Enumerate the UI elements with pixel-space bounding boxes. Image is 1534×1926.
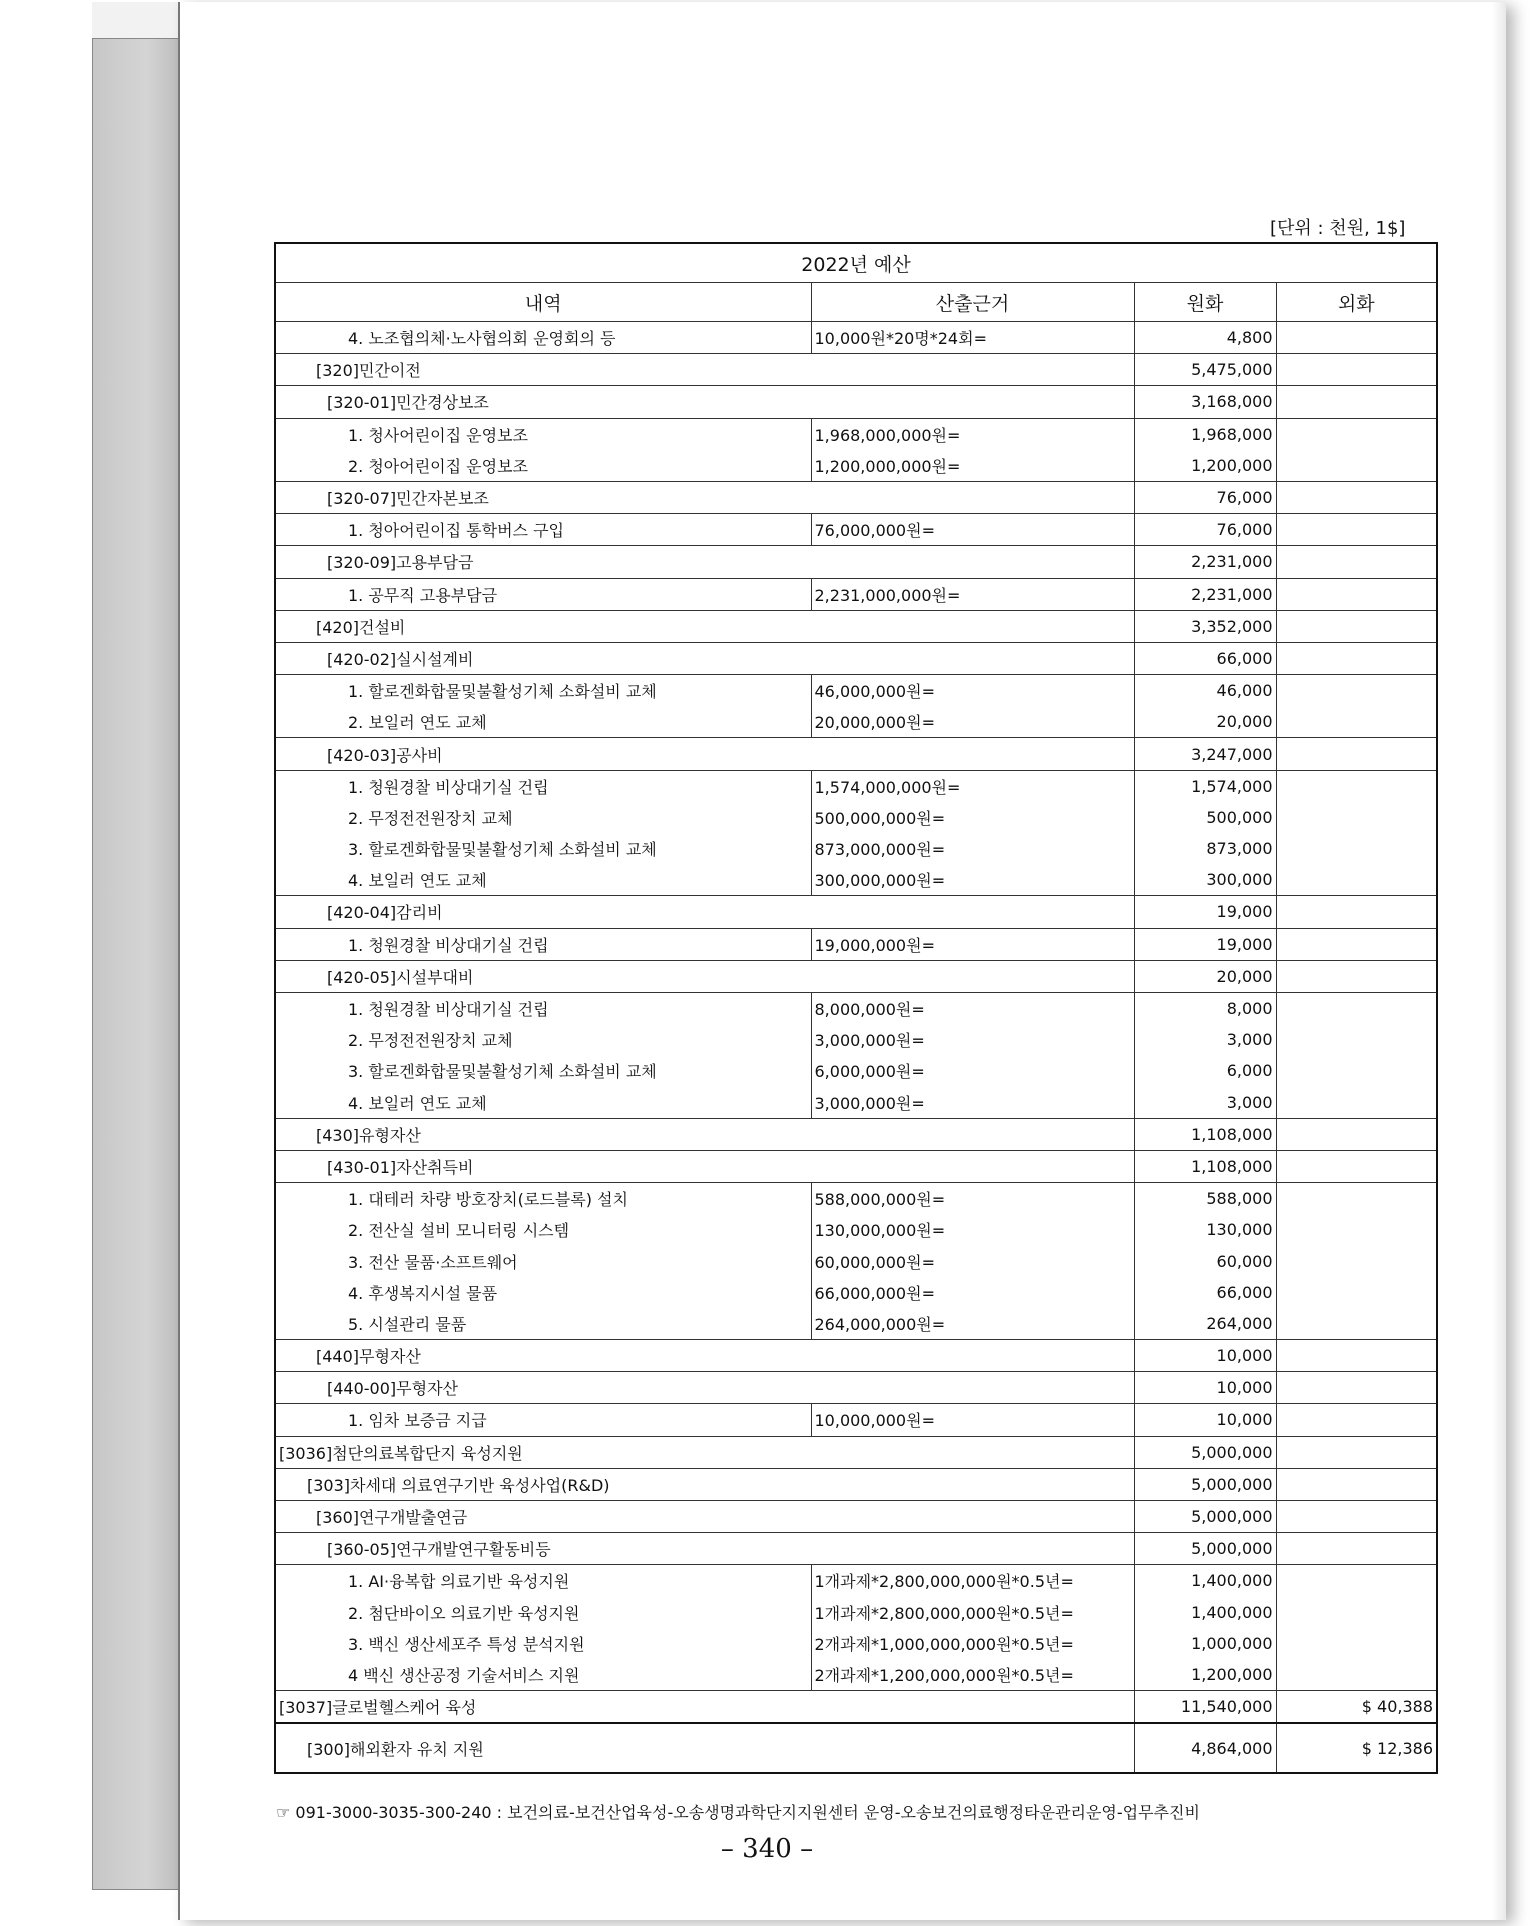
row-label: [420]건설비 xyxy=(275,610,1134,642)
row-label: 4 백신 생산공정 기술서비스 지원 xyxy=(275,1659,811,1691)
row-krw: 1,400,000 xyxy=(1134,1597,1276,1628)
row-label: [320-09]고용부담금 xyxy=(275,546,1134,578)
table-row xyxy=(275,1055,1437,1086)
book-spine xyxy=(92,38,181,1890)
table-row xyxy=(275,1565,1437,1597)
row-krw: 1,968,000 xyxy=(1134,418,1276,450)
table-row xyxy=(275,802,1437,833)
header-krw: 원화 xyxy=(1134,283,1276,322)
row-fx xyxy=(1276,833,1437,864)
table-row-group xyxy=(275,642,1437,674)
row-krw: 66,000 xyxy=(1134,1277,1276,1308)
row-basis: 10,000원*20명*24회= xyxy=(811,322,1134,354)
row-krw: 66,000 xyxy=(1134,642,1276,674)
row-fx xyxy=(1276,1468,1437,1500)
table-row xyxy=(275,1024,1437,1055)
row-label: [420-02]실시설계비 xyxy=(275,642,1134,674)
table-row xyxy=(275,1404,1437,1436)
row-label: 1. AI·융복합 의료기반 육성지원 xyxy=(275,1565,811,1597)
row-fx xyxy=(1276,1340,1437,1372)
row-label: [360]연구개발출연금 xyxy=(275,1500,1134,1532)
table-row xyxy=(275,1183,1437,1215)
row-basis: 1개과제*2,800,000,000원*0.5년= xyxy=(811,1597,1134,1628)
row-krw: 130,000 xyxy=(1134,1214,1276,1245)
row-fx xyxy=(1276,1245,1437,1276)
table-row-group xyxy=(275,896,1437,928)
row-krw: 5,475,000 xyxy=(1134,354,1276,386)
row-krw: 5,000,000 xyxy=(1134,1500,1276,1532)
row-fx xyxy=(1276,354,1437,386)
row-label: 3. 할로겐화합물및불활성기체 소화설비 교체 xyxy=(275,833,811,864)
row-krw: 3,352,000 xyxy=(1134,610,1276,642)
row-fx xyxy=(1276,1277,1437,1308)
row-label: 2. 보일러 연도 교체 xyxy=(275,706,811,738)
row-basis: 1개과제*2,800,000,000원*0.5년= xyxy=(811,1565,1134,1597)
row-basis: 20,000,000원= xyxy=(811,706,1134,738)
row-label: [440-00]무형자산 xyxy=(275,1372,1134,1404)
row-basis: 2,231,000,000원= xyxy=(811,578,1134,610)
row-label: 5. 시설관리 물품 xyxy=(275,1308,811,1340)
row-label: [420-04]감리비 xyxy=(275,896,1134,928)
table-row xyxy=(275,322,1437,354)
row-fx xyxy=(1276,481,1437,513)
row-krw: 1,108,000 xyxy=(1134,1118,1276,1150)
row-krw: 3,000 xyxy=(1134,1087,1276,1119)
table-row-group xyxy=(275,386,1437,418)
row-basis: 60,000,000원= xyxy=(811,1245,1134,1276)
table-row-group xyxy=(275,1691,1437,1724)
row-label: [360-05]연구개발연구활동비등 xyxy=(275,1533,1134,1565)
row-fx xyxy=(1276,1372,1437,1404)
row-label: 1. 청사어린이집 운영보조 xyxy=(275,418,811,450)
table-row-group xyxy=(275,1372,1437,1404)
row-krw: 8,000 xyxy=(1134,992,1276,1024)
budget-table xyxy=(274,242,1438,1774)
row-basis: 10,000,000원= xyxy=(811,1404,1134,1436)
row-krw: 19,000 xyxy=(1134,928,1276,960)
row-krw: 1,108,000 xyxy=(1134,1150,1276,1182)
row-basis: 588,000,000원= xyxy=(811,1183,1134,1215)
row-fx xyxy=(1276,992,1437,1024)
row-basis: 1,200,000,000원= xyxy=(811,450,1134,482)
row-krw: 4,864,000 xyxy=(1134,1723,1276,1773)
row-fx xyxy=(1276,1597,1437,1628)
row-krw: 873,000 xyxy=(1134,833,1276,864)
row-krw: 4,800 xyxy=(1134,322,1276,354)
table-row-group xyxy=(275,610,1437,642)
row-fx xyxy=(1276,1659,1437,1691)
header-fx: 외화 xyxy=(1276,283,1437,322)
row-fx xyxy=(1276,514,1437,546)
table-row-group xyxy=(275,738,1437,770)
row-krw: 1,200,000 xyxy=(1134,1659,1276,1691)
table-row-group xyxy=(275,1500,1437,1532)
row-basis: 2개과제*1,000,000,000원*0.5년= xyxy=(811,1628,1134,1659)
row-fx xyxy=(1276,706,1437,738)
row-basis: 76,000,000원= xyxy=(811,514,1134,546)
row-fx xyxy=(1276,1500,1437,1532)
row-fx xyxy=(1276,1533,1437,1565)
row-fx xyxy=(1276,675,1437,707)
row-krw: 2,231,000 xyxy=(1134,546,1276,578)
table-row-group xyxy=(275,1340,1437,1372)
row-label: 1. 임차 보증금 지급 xyxy=(275,1404,811,1436)
row-fx xyxy=(1276,1183,1437,1215)
row-basis: 130,000,000원= xyxy=(811,1214,1134,1245)
row-krw: 1,200,000 xyxy=(1134,450,1276,482)
row-label: 1. 청원경찰 비상대기실 건립 xyxy=(275,928,811,960)
row-fx xyxy=(1276,1087,1437,1119)
row-label: [320-07]민간자본보조 xyxy=(275,481,1134,513)
row-krw: 300,000 xyxy=(1134,864,1276,896)
row-fx xyxy=(1276,546,1437,578)
row-fx xyxy=(1276,1404,1437,1436)
table-row xyxy=(275,706,1437,738)
row-basis: 873,000,000원= xyxy=(811,833,1134,864)
row-label: 1. 청원경찰 비상대기실 건립 xyxy=(275,992,811,1024)
row-basis: 1,968,000,000원= xyxy=(811,418,1134,450)
row-fx xyxy=(1276,802,1437,833)
row-fx xyxy=(1276,1565,1437,1597)
table-row xyxy=(275,450,1437,482)
row-krw: 10,000 xyxy=(1134,1404,1276,1436)
unit-label: [단위 : 천원, 1$] xyxy=(1270,218,1406,239)
row-fx xyxy=(1276,1628,1437,1659)
row-krw: 5,000,000 xyxy=(1134,1436,1276,1468)
row-krw: 588,000 xyxy=(1134,1183,1276,1215)
table-title: 2022년 예산 xyxy=(275,243,1437,283)
row-basis: 264,000,000원= xyxy=(811,1308,1134,1340)
row-label: [3037]글로벌헬스케어 육성 xyxy=(275,1691,1134,1724)
row-fx xyxy=(1276,1118,1437,1150)
row-krw: 10,000 xyxy=(1134,1340,1276,1372)
row-krw: 5,000,000 xyxy=(1134,1533,1276,1565)
row-krw: 20,000 xyxy=(1134,960,1276,992)
row-krw: 76,000 xyxy=(1134,481,1276,513)
row-label: 1. 공무직 고용부담금 xyxy=(275,578,811,610)
row-label: 1. 청아어린이집 통학버스 구입 xyxy=(275,514,811,546)
row-label: 4. 보일러 연도 교체 xyxy=(275,1087,811,1119)
row-fx xyxy=(1276,450,1437,482)
row-basis: 3,000,000원= xyxy=(811,1024,1134,1055)
row-basis: 66,000,000원= xyxy=(811,1277,1134,1308)
table-row xyxy=(275,864,1437,896)
row-label: [300]해외환자 유치 지원 xyxy=(275,1723,1134,1773)
row-fx xyxy=(1276,1308,1437,1340)
row-label: [430-01]자산취득비 xyxy=(275,1150,1134,1182)
table-row xyxy=(275,1245,1437,1276)
row-krw: 5,000,000 xyxy=(1134,1468,1276,1500)
row-fx: $ 12,386 xyxy=(1276,1723,1437,1773)
table-row-group xyxy=(275,354,1437,386)
row-krw: 264,000 xyxy=(1134,1308,1276,1340)
row-krw: 10,000 xyxy=(1134,1372,1276,1404)
row-krw: 1,574,000 xyxy=(1134,770,1276,802)
table-row xyxy=(275,770,1437,802)
row-fx xyxy=(1276,418,1437,450)
table-row xyxy=(275,1277,1437,1308)
row-label: 1. 청원경찰 비상대기실 건립 xyxy=(275,770,811,802)
table-row xyxy=(275,992,1437,1024)
table-row xyxy=(275,1087,1437,1119)
row-fx xyxy=(1276,1024,1437,1055)
table-row xyxy=(275,833,1437,864)
table-row-group xyxy=(275,1468,1437,1500)
row-fx xyxy=(1276,610,1437,642)
table-row-group xyxy=(275,1723,1437,1773)
row-krw: 1,400,000 xyxy=(1134,1565,1276,1597)
table-row-group xyxy=(275,546,1437,578)
row-label: 1. 할로겐화합물및불활성기체 소화설비 교체 xyxy=(275,675,811,707)
row-basis: 3,000,000원= xyxy=(811,1087,1134,1119)
table-row xyxy=(275,514,1437,546)
row-fx xyxy=(1276,770,1437,802)
row-basis: 2개과제*1,200,000,000원*0.5년= xyxy=(811,1659,1134,1691)
row-fx xyxy=(1276,896,1437,928)
row-label: [440]무형자산 xyxy=(275,1340,1134,1372)
row-fx xyxy=(1276,386,1437,418)
row-label: 2. 청아어린이집 운영보조 xyxy=(275,450,811,482)
row-label: 4. 노조협의체·노사협의회 운영회의 등 xyxy=(275,322,811,354)
row-krw: 46,000 xyxy=(1134,675,1276,707)
table-row-group xyxy=(275,1150,1437,1182)
table-row-group xyxy=(275,1436,1437,1468)
row-krw: 3,000 xyxy=(1134,1024,1276,1055)
row-label: 3. 백신 생산세포주 특성 분석지원 xyxy=(275,1628,811,1659)
table-row xyxy=(275,1308,1437,1340)
table-body xyxy=(275,322,1437,1774)
page-number: – 340 – xyxy=(720,1834,814,1864)
row-fx xyxy=(1276,1214,1437,1245)
row-krw: 6,000 xyxy=(1134,1055,1276,1086)
table-row-group xyxy=(275,481,1437,513)
row-fx: $ 40,388 xyxy=(1276,1691,1437,1724)
table-row xyxy=(275,928,1437,960)
header-basis: 산출근거 xyxy=(811,283,1134,322)
row-basis: 46,000,000원= xyxy=(811,675,1134,707)
row-label: 3. 전산 물품·소프트웨어 xyxy=(275,1245,811,1276)
row-krw: 2,231,000 xyxy=(1134,578,1276,610)
row-krw: 76,000 xyxy=(1134,514,1276,546)
row-label: 4. 후생복지시설 물품 xyxy=(275,1277,811,1308)
row-label: 1. 대테러 차량 방호장치(로드블록) 설치 xyxy=(275,1183,811,1215)
table-row xyxy=(275,1214,1437,1245)
row-basis: 1,574,000,000원= xyxy=(811,770,1134,802)
table-row xyxy=(275,675,1437,707)
row-krw: 11,540,000 xyxy=(1134,1691,1276,1724)
footer-note: ☞ 091-3000-3035-300-240 : 보건의료-보건산업육성-오송생명과학단지지원센터 운영-오송보건의료행정타운관리운영-업무추진비 xyxy=(276,1803,1200,1822)
row-fx xyxy=(1276,322,1437,354)
row-fx xyxy=(1276,864,1437,896)
row-krw: 3,168,000 xyxy=(1134,386,1276,418)
row-label: [3036]첨단의료복합단지 육성지원 xyxy=(275,1436,1134,1468)
header-description: 내역 xyxy=(275,283,811,322)
book-spine-top xyxy=(92,2,180,42)
table-row xyxy=(275,1659,1437,1691)
row-basis: 6,000,000원= xyxy=(811,1055,1134,1086)
row-fx xyxy=(1276,578,1437,610)
row-basis: 500,000,000원= xyxy=(811,802,1134,833)
row-krw: 60,000 xyxy=(1134,1245,1276,1276)
row-krw: 500,000 xyxy=(1134,802,1276,833)
row-krw: 19,000 xyxy=(1134,896,1276,928)
row-label: [303]차세대 의료연구기반 육성사업(R&D) xyxy=(275,1468,1134,1500)
table-row-group xyxy=(275,960,1437,992)
row-krw: 20,000 xyxy=(1134,706,1276,738)
row-fx xyxy=(1276,960,1437,992)
row-label: 2. 전산실 설비 모니터링 시스템 xyxy=(275,1214,811,1245)
row-label: 2. 무정전전원장치 교체 xyxy=(275,1024,811,1055)
table-row-group xyxy=(275,1118,1437,1150)
row-label: [320]민간이전 xyxy=(275,354,1134,386)
row-label: 2. 무정전전원장치 교체 xyxy=(275,802,811,833)
row-fx xyxy=(1276,1436,1437,1468)
row-fx xyxy=(1276,1055,1437,1086)
table-row xyxy=(275,578,1437,610)
row-label: [420-03]공사비 xyxy=(275,738,1134,770)
table-row xyxy=(275,1597,1437,1628)
row-fx xyxy=(1276,928,1437,960)
page-edge xyxy=(1492,2,1506,1920)
table-row xyxy=(275,418,1437,450)
table-row-group xyxy=(275,1533,1437,1565)
row-label: 2. 첨단바이오 의료기반 육성지원 xyxy=(275,1597,811,1628)
row-fx xyxy=(1276,1150,1437,1182)
row-label: 4. 보일러 연도 교체 xyxy=(275,864,811,896)
row-krw: 3,247,000 xyxy=(1134,738,1276,770)
table-row xyxy=(275,1628,1437,1659)
row-fx xyxy=(1276,738,1437,770)
row-basis: 8,000,000원= xyxy=(811,992,1134,1024)
row-basis: 300,000,000원= xyxy=(811,864,1134,896)
row-krw: 1,000,000 xyxy=(1134,1628,1276,1659)
row-label: [320-01]민간경상보조 xyxy=(275,386,1134,418)
row-basis: 19,000,000원= xyxy=(811,928,1134,960)
row-label: [420-05]시설부대비 xyxy=(275,960,1134,992)
row-fx xyxy=(1276,642,1437,674)
row-label: 3. 할로겐화합물및불활성기체 소화설비 교체 xyxy=(275,1055,811,1086)
row-label: [430]유형자산 xyxy=(275,1118,1134,1150)
